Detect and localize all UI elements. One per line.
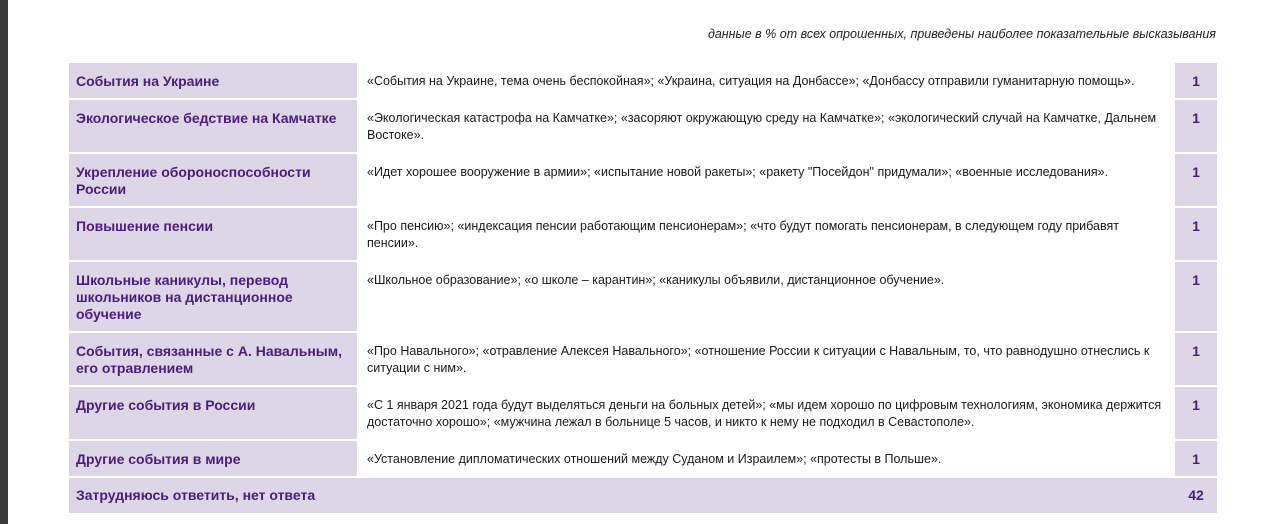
table-row [69, 63, 1217, 100]
row-topic: Другие события в мире [69, 441, 359, 478]
row-quotes: «Школьное образование»; «о школе – карантин»; «каникулы объявили, дистанционное обучение». [359, 262, 1175, 333]
row-topic: Повышение пенсии [69, 208, 359, 262]
row-value: 1 [1175, 333, 1217, 387]
row-quotes: «Установление дипломатических отношений между Суданом и Израилем»; «протесты в Польше». [359, 441, 1175, 478]
row-topic: Школьные каникулы, перевод школьников на дистанционное обучение [69, 262, 359, 333]
table-row [69, 208, 1217, 262]
row-value: 1 [1175, 63, 1217, 100]
row-value: 1 [1175, 441, 1217, 478]
table-note: данные в % от всех опрошенных, приведены наиболее показательные высказывания [707, 27, 1216, 41]
table-row [69, 333, 1217, 387]
row-value: 1 [1175, 387, 1217, 441]
row-topic: Другие события в России [69, 387, 359, 441]
row-value: 1 [1175, 154, 1217, 208]
row-quotes: «Экологическая катастрофа на Камчатке»; «засоряют окружающую среду на Камчатке»; «экологический случай на Камчатке, Дальнем Востоке». [359, 100, 1175, 154]
row-topic: Экологическое бедствие на Камчатке [69, 100, 359, 154]
survey-table [69, 63, 1217, 515]
row-value: 1 [1175, 262, 1217, 333]
table-row [69, 262, 1217, 333]
row-value: 1 [1175, 100, 1217, 154]
row-topic: Укрепление обороноспособности России [69, 154, 359, 208]
row-value: 1 [1175, 208, 1217, 262]
row-quotes: «С 1 января 2021 года будут выделяться деньги на больных детей»; «мы идем хорошо по цифровым технологиям, экономика держится достаточно хорошо»; «мужчина лежал в больнице 5 часов, и никто к нему не подходил в Севастополе». [359, 387, 1175, 441]
table-row [69, 441, 1217, 478]
page-left-edge [0, 0, 8, 524]
table-row [69, 154, 1217, 208]
row-quotes: «Про Навального»; «отравление Алексея Навального»; «отношение России к ситуации с Навальным, то, что равнодушно отнеслись к ситуации с ним». [359, 333, 1175, 387]
row-topic: События на Украине [69, 63, 359, 100]
row-quotes: «События на Украине, тема очень беспокойная»; «Украина, ситуация на Донбассе»; «Донбассу отправили гуманитарную помощь». [359, 63, 1175, 100]
table-row [69, 387, 1217, 441]
row-topic: События, связанные с А. Навальным, его отравлением [69, 333, 359, 387]
row-quotes: «Про пенсию»; «индексация пенсии работающим пенсионерам»; «что будут помогать пенсионерам, в следующем году прибавят пенсии». [359, 208, 1175, 262]
table-row [69, 100, 1217, 154]
summary-value: 42 [1175, 478, 1217, 515]
summary-row [69, 478, 1217, 515]
row-quotes: «Идет хорошее вооружение в армии»; «испытание новой ракеты»; «ракету "Посейдон" придумали»; «военные исследования». [359, 154, 1175, 208]
summary-label: Затрудняюсь ответить, нет ответа [69, 478, 1175, 515]
